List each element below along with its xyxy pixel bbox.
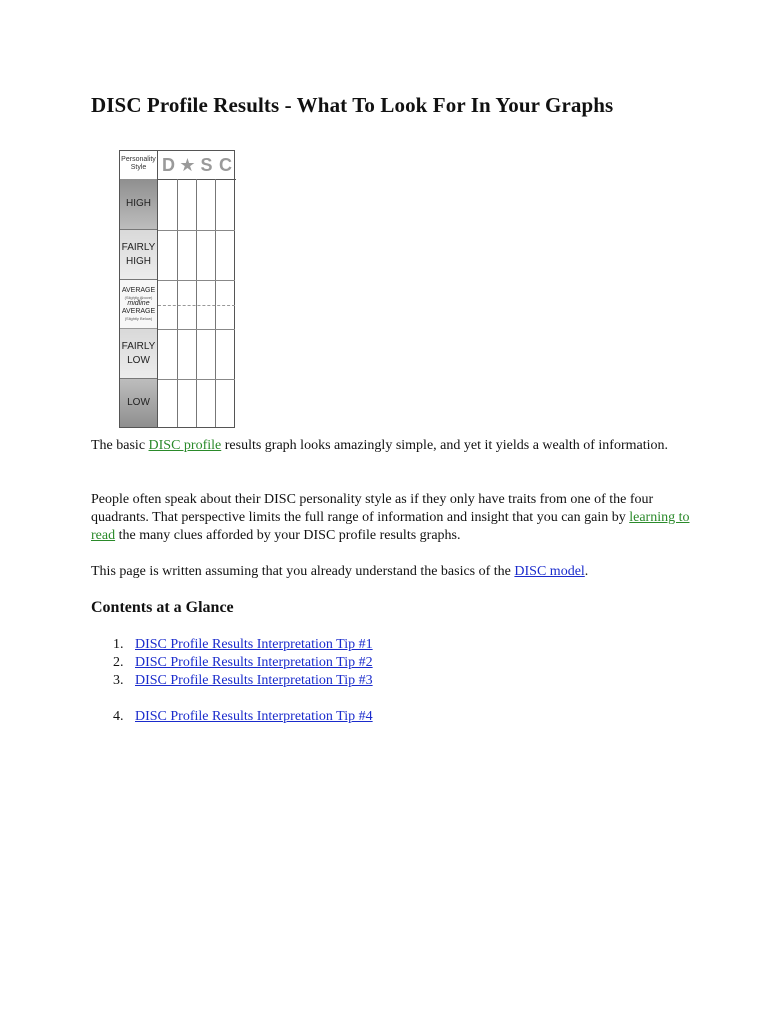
band-fairly-high-line1: FAIRLY bbox=[121, 241, 156, 253]
graph-column-divider bbox=[177, 179, 178, 427]
list-item-number: 4. bbox=[113, 709, 124, 724]
quadrants-paragraph bbox=[91, 491, 691, 545]
para1-text-end: results graph looks amazingly simple, and yet it yields a wealth of information. bbox=[221, 438, 668, 453]
graph-column-divider bbox=[196, 179, 197, 427]
list-item-number: 3. bbox=[113, 673, 124, 688]
graph-level-column bbox=[120, 179, 158, 427]
graph-midline-divider bbox=[158, 305, 235, 306]
list-item bbox=[91, 708, 373, 726]
assumption-paragraph bbox=[91, 563, 691, 581]
band-fairly-low-line2: LOW bbox=[127, 354, 150, 366]
band-average-below-note: (Slightly Below) bbox=[124, 316, 153, 321]
band-high bbox=[120, 179, 157, 230]
tip-2-link[interactable]: DISC Profile Results Interpretation Tip #2 bbox=[135, 655, 373, 670]
c-glyph-icon: C bbox=[219, 155, 232, 175]
intro-paragraph bbox=[91, 437, 691, 455]
tip-4-link[interactable]: DISC Profile Results Interpretation Tip #4 bbox=[135, 709, 373, 724]
para2-text: People often speak about their DISC personality style as if they only have traits from one of the four quadrants. That perspective limits the full range of information and insight that you can gain by bbox=[91, 492, 654, 525]
band-high-label: HIGH bbox=[126, 198, 151, 209]
graph-row-divider bbox=[158, 280, 235, 281]
graph-column-divider bbox=[215, 179, 216, 427]
disc-profile-graph-image bbox=[119, 150, 235, 428]
band-fairly-low bbox=[120, 329, 157, 379]
band-low-label: LOW bbox=[127, 397, 150, 408]
header-label-line1: Personality bbox=[121, 156, 156, 163]
band-low bbox=[120, 379, 157, 427]
para3-text-end: . bbox=[584, 564, 589, 579]
s-glyph-icon: S bbox=[200, 155, 213, 175]
graph-header bbox=[120, 151, 236, 180]
list-item-number: 1. bbox=[113, 637, 124, 652]
band-average-below-label: AVERAGE bbox=[121, 308, 156, 315]
contents-list-continued bbox=[91, 708, 373, 726]
band-average-above-note: (Slightly Above) bbox=[124, 295, 153, 300]
list-item bbox=[91, 654, 373, 672]
contents-list bbox=[91, 636, 373, 690]
personality-style-label bbox=[120, 151, 158, 179]
disc-model-link[interactable]: DISC model bbox=[514, 564, 585, 579]
para2-text-end: the many clues afforded by your DISC profile results graphs. bbox=[115, 528, 461, 543]
learning-to-read-link[interactable]: learning to read bbox=[91, 510, 690, 543]
i-star-icon: ★ bbox=[179, 155, 196, 175]
para3-text: This page is written assuming that you already understand the basics of the bbox=[91, 564, 515, 579]
para1-text: The basic bbox=[91, 438, 149, 453]
contents-heading: Contents at a Glance bbox=[91, 599, 234, 616]
list-item bbox=[91, 636, 373, 654]
band-average-above-label: AVERAGE bbox=[121, 287, 156, 294]
graph-row-divider bbox=[158, 329, 235, 330]
band-fairly-high bbox=[120, 230, 157, 280]
band-average bbox=[120, 280, 157, 329]
tip-3-link[interactable]: DISC Profile Results Interpretation Tip #3 bbox=[135, 673, 373, 688]
tip-1-link[interactable]: DISC Profile Results Interpretation Tip #1 bbox=[135, 637, 373, 652]
graph-row-divider bbox=[158, 379, 235, 380]
d-glyph-icon: D bbox=[162, 155, 175, 175]
list-item-number: 2. bbox=[113, 655, 124, 670]
band-fairly-low-line1: FAIRLY bbox=[121, 340, 156, 352]
graph-row-divider bbox=[158, 230, 235, 231]
band-midline-label: midline bbox=[127, 300, 150, 307]
band-fairly-high-line2: HIGH bbox=[126, 255, 151, 267]
page-title: DISC Profile Results - What To Look For In Your Graphs bbox=[91, 93, 614, 117]
disc-profile-link[interactable]: DISC profile bbox=[148, 438, 222, 453]
list-item bbox=[91, 672, 373, 690]
header-label-line2: Style bbox=[130, 164, 147, 171]
